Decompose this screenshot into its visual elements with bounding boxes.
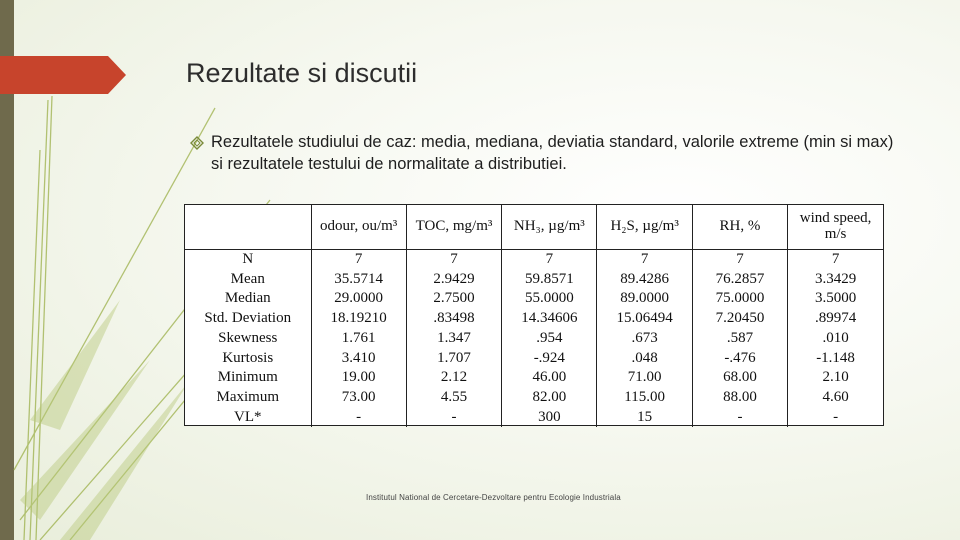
table-cell: .673	[631, 329, 658, 346]
slide-title: Rezultate si discutii	[186, 58, 418, 88]
table-cell: .010	[822, 329, 849, 346]
table-cell: 89.4286	[620, 270, 670, 287]
nh3-column	[502, 250, 597, 428]
table-cell: 14.34606	[521, 310, 578, 327]
rh-column	[692, 250, 787, 428]
column-header: wind speed, m/s	[788, 205, 883, 250]
table-cell: 300	[538, 408, 561, 425]
table-cell: 15.06494	[616, 310, 673, 327]
table-cell: 7	[545, 251, 554, 267]
table-cell: 15	[637, 408, 653, 425]
table-cell: 3.5000	[814, 290, 857, 307]
column-header: RH, %	[692, 205, 787, 250]
table-cell: -	[356, 408, 362, 425]
table-cell: 35.5714	[334, 270, 384, 287]
table-cell: 1.761	[341, 329, 376, 346]
table-cell: 75.0000	[715, 290, 765, 307]
table-cell: 7	[831, 251, 840, 267]
table-cell: 4.55	[440, 388, 468, 405]
row-label: Std. Deviation	[204, 310, 292, 327]
table-cell: -	[833, 408, 839, 425]
table-cell: 3.3429	[814, 270, 857, 287]
table-cell: 19.00	[341, 369, 376, 386]
row-label: VL*	[234, 408, 262, 425]
statistics-table	[185, 205, 883, 427]
table-cell: .954	[536, 329, 563, 346]
bullet-text: Rezultatele studiului de caz: media, mediana, deviatia standard, valorile extreme (min si max) si rezultatele testului de normalitate a distributiei.	[211, 133, 894, 173]
table-cell: 1.347	[437, 329, 471, 346]
table-cell: 88.00	[723, 388, 757, 405]
table-cell: 7	[640, 251, 649, 267]
table-body-row	[185, 250, 883, 428]
row-label: Mean	[230, 270, 265, 287]
table-cell: 18.19210	[330, 310, 387, 327]
table-cell: 71.00	[627, 369, 662, 386]
table-cell: -	[737, 408, 743, 425]
table-cell: -.476	[724, 349, 756, 366]
column-header: H₂S, µg/m³	[597, 205, 692, 250]
table-cell: 2.7500	[433, 290, 475, 307]
column-header	[185, 205, 311, 250]
toc-column	[406, 250, 501, 428]
table-cell: 2.12	[440, 369, 468, 386]
table-cell: 76.2857	[715, 270, 765, 287]
table-cell: 89.0000	[620, 290, 670, 307]
row-label: N	[242, 251, 254, 267]
row-label: Median	[224, 290, 271, 307]
table-cell: 55.0000	[524, 290, 574, 307]
table-cell: 115.00	[624, 388, 665, 405]
table-cell: 59.8571	[524, 270, 574, 287]
wind-speed-column	[788, 250, 883, 428]
table-cell: 7	[450, 251, 458, 267]
table-cell: 4.60	[822, 388, 849, 405]
column-header: TOC, mg/m³	[406, 205, 501, 250]
table-cell: .89974	[814, 310, 857, 327]
footer-text: Institutul National de Cercetare-Dezvoltare pentru Ecologie Industriala	[366, 493, 621, 502]
table-cell: 82.00	[532, 388, 567, 405]
table-cell: -1.148	[816, 349, 855, 366]
table-cell: 7	[736, 251, 744, 267]
table-cell: .048	[631, 349, 658, 366]
table-cell: 7.20450	[715, 310, 765, 327]
table-cell: 46.00	[532, 369, 567, 386]
table-cell: -	[451, 408, 457, 425]
row-label: Maximum	[216, 388, 279, 405]
table-cell: .587	[726, 329, 754, 346]
table-cell: -.924	[533, 349, 565, 366]
table-cell: 2.9429	[433, 270, 475, 287]
diamond-outline-icon	[190, 136, 204, 150]
table-cell: 29.0000	[334, 290, 384, 307]
table-cell: 1.707	[437, 349, 471, 366]
column-header: odour, ou/m³	[311, 205, 406, 250]
title-accent-tab	[0, 56, 126, 94]
row-label: Kurtosis	[222, 349, 274, 366]
h2s-column	[597, 250, 692, 428]
table-cell: 68.00	[723, 369, 757, 386]
table-cell: 2.10	[822, 369, 849, 386]
table-header-row	[185, 205, 883, 250]
table-cell: .83498	[433, 310, 475, 327]
table-cell: 73.00	[341, 388, 376, 405]
row-label: Minimum	[217, 369, 278, 386]
odour-column	[311, 250, 406, 428]
table-cell: 7	[354, 251, 363, 267]
statistics-table-image	[184, 204, 884, 426]
row-label: Skewness	[218, 329, 278, 346]
row-labels-column	[185, 250, 311, 428]
table-cell: 3.410	[341, 349, 376, 366]
column-header: NH₃, µg/m³	[502, 205, 597, 250]
